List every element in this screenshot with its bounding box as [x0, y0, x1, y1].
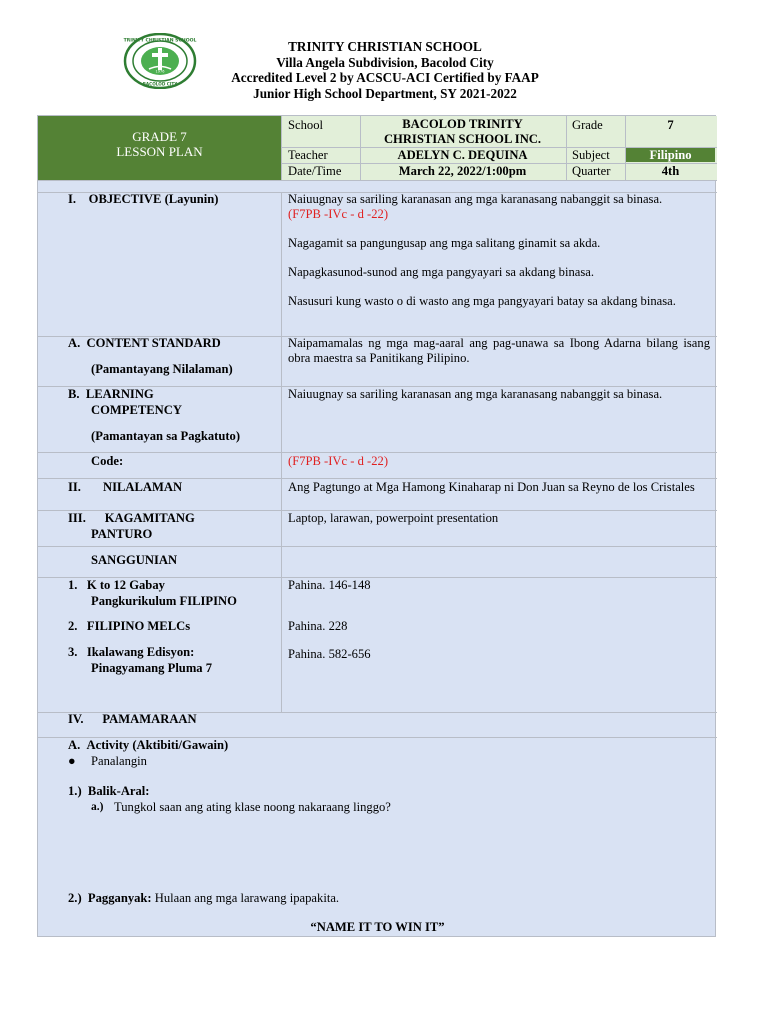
learning-competency-sub: (Pamantayan sa Pagkatuto)	[91, 429, 241, 443]
code-value: (F7PB -IVc - d -22)	[288, 454, 389, 468]
school-label: School	[288, 118, 323, 132]
reference-1-label-2: Pangkurikulum FILIPINO	[91, 594, 237, 608]
reference-2-value: Pahina. 228	[288, 619, 348, 633]
learning-competency-label-1: B. LEARNING	[68, 387, 154, 401]
objective-item-2: Nagagamit sa pangungusap ang mga salitang ginamit sa akda.	[288, 236, 601, 250]
date-label: Date/Time	[288, 164, 342, 178]
school-value-line1: BACOLOD TRINITY	[402, 117, 523, 131]
svg-text:BACOLOD CITY: BACOLOD CITY	[142, 81, 178, 87]
panalangin-text: Panalangin	[91, 754, 147, 768]
objective-code: (F7PB -IVc - d -22)	[288, 207, 389, 221]
code-label: Code:	[91, 454, 124, 468]
school-address: Villa Angela Subdivision, Bacolod City	[276, 54, 494, 70]
teacher-value: ADELYN C. DEQUINA	[397, 148, 528, 162]
game-title: “NAME IT TO WIN IT”	[310, 920, 445, 934]
pagganyak-text: Hulaan ang mga larawang ipapakita.	[151, 891, 340, 905]
kagamitan-label-2: PANTURO	[91, 527, 153, 541]
reference-1-label-1: 1. K to 12 Gabay	[68, 578, 165, 592]
content-standard-text: Naipamamalas ng mga mag-aaral ang pag-unawa sa Ibong Adarna bilang isang obra maestra sa Panitikang Pilipino.	[288, 336, 710, 365]
grade-label: Grade	[572, 118, 603, 132]
objective-item-3: Napagkasunod-sunod ang mga pangyayari sa akdang binasa.	[288, 265, 595, 279]
grade-title-box	[38, 116, 281, 180]
school-accreditation: Accredited Level 2 by ACSCU-ACI Certified by FAAP	[231, 70, 539, 85]
nilalaman-text: Ang Pagtungo at Mga Hamong Kinaharap ni Don Juan sa Reyno de los Cristales	[288, 480, 695, 494]
school-department: Junior High School Department, SY 2021-2022	[253, 85, 517, 101]
reference-2-label: 2. FILIPINO MELCs	[68, 619, 191, 633]
reference-3-label-1: 3. Ikalawang Edisyon:	[68, 645, 195, 659]
balik-aral-question: Tungkol saan ang ating klase noong nakaraang linggo?	[114, 800, 391, 814]
objective-content	[288, 192, 710, 309]
subject-label: Subject	[572, 148, 610, 162]
reference-3-label-2: Pinagyamang Pluma 7	[91, 661, 213, 675]
pagganyak-label: 2.) Pagganyak:	[68, 891, 152, 905]
lesson-plan-table	[37, 115, 716, 937]
learning-competency-label-2: COMPETENCY	[91, 403, 182, 417]
pamamaraan-label: IV. PAMAMARAAN	[68, 712, 197, 726]
content-standard-sub: (Pamantayang Nilalaman)	[91, 362, 233, 376]
school-name: TRINITY CHRISTIAN SCHOOL	[288, 39, 482, 54]
content-standard-label: A. CONTENT STANDARD	[68, 336, 221, 350]
balik-aral-label: 1.) Balik-Aral:	[68, 784, 150, 798]
nilalaman-label: II. NILALAMAN	[68, 480, 183, 494]
objective-item-1: Naiuugnay sa sariling karanasan ang mga karanasang nabanggit sa binasa.	[288, 192, 663, 206]
svg-text:TRINITY CHRISTIAN SCHOOL: TRINITY CHRISTIAN SCHOOL	[123, 38, 197, 44]
school-value-line2: CHRISTIAN SCHOOL INC.	[383, 132, 542, 146]
quarter-value: 4th	[661, 164, 680, 178]
quarter-label: Quarter	[572, 164, 611, 178]
svg-text:1976: 1976	[155, 69, 165, 74]
school-seal-logo	[123, 33, 197, 89]
kagamitan-label-1: III. KAGAMITANG	[68, 511, 195, 525]
bullet-icon: ●	[68, 754, 76, 768]
sanggunian-label: SANGGUNIAN	[91, 553, 178, 567]
subject-value: Filipino	[626, 148, 715, 162]
learning-competency-text: Naiuugnay sa sariling karanasan ang mga karanasang nabanggit sa binasa.	[288, 387, 663, 401]
reference-1-value: Pahina. 146-148	[288, 578, 371, 592]
objective-item-4: Nasusuri kung wasto o di wasto ang mga pangyayari batay sa akdang binasa.	[288, 294, 676, 308]
teacher-label: Teacher	[288, 148, 328, 162]
reference-3-value: Pahina. 582-656	[288, 647, 371, 661]
date-value: March 22, 2022/1:00pm	[398, 164, 527, 178]
grade-value: 7	[667, 118, 674, 132]
activity-label: A. Activity (Aktibiti/Gawain)	[68, 738, 229, 752]
pagganyak-line	[68, 891, 339, 906]
school-letterhead	[190, 39, 580, 101]
lesson-plan-title: LESSON PLAN	[116, 144, 203, 159]
balik-aral-item-marker: a.)	[91, 801, 104, 813]
school-value	[361, 117, 564, 147]
kagamitan-text: Laptop, larawan, powerpoint presentation	[288, 511, 499, 525]
objective-label: I. OBJECTIVE (Layunin)	[68, 192, 219, 206]
grade-title: GRADE 7	[132, 129, 187, 144]
